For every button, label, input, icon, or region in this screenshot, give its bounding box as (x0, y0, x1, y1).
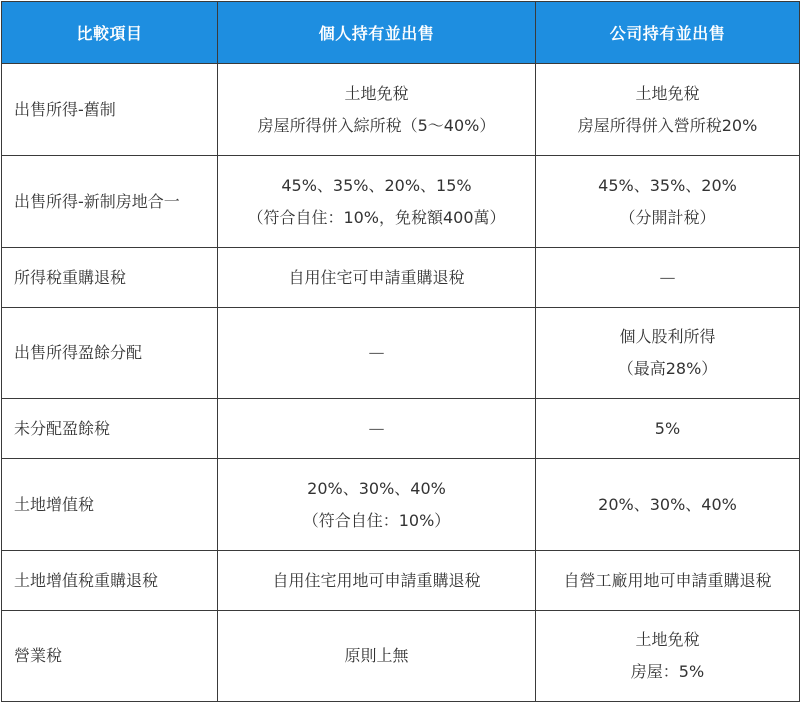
dash-placeholder: — (368, 418, 385, 438)
table-row (2, 611, 800, 702)
header-comparison-item: 比較項目 (2, 2, 218, 64)
cell-line: （最高28%） (617, 359, 718, 378)
row-label: 未分配盈餘稅 (2, 399, 218, 459)
personal-cell (218, 611, 536, 702)
cell-line: 原則上無 (344, 646, 409, 665)
company-cell (536, 64, 800, 156)
personal-cell (218, 459, 536, 551)
cell-line: 房屋所得併入營所稅20% (577, 115, 758, 135)
table-row (2, 248, 800, 308)
cell-line: 土地免稅 (344, 83, 409, 103)
cell-line: 自用住宅用地可申請重購退稅 (272, 570, 481, 590)
personal-cell (218, 399, 536, 459)
cell-line: （符合自住：10%，免稅額400萬） (247, 207, 506, 227)
table-row (2, 399, 800, 459)
header-company-holding: 公司持有並出售 (536, 2, 800, 64)
table-row (2, 459, 800, 551)
table-row (2, 308, 800, 399)
cell-line: 土地免稅 (635, 630, 700, 649)
dash-placeholder: — (368, 343, 385, 362)
row-label: 土地增值稅 (2, 459, 218, 551)
cell-line: 20%、30%、40% (307, 478, 446, 498)
table-row (2, 551, 800, 611)
cell-line: （符合自住：10%） (302, 510, 451, 530)
company-cell (536, 308, 800, 399)
company-cell (536, 248, 800, 308)
row-label: 出售所得盈餘分配 (2, 308, 218, 399)
cell-line: 自用住宅可申請重購退稅 (288, 267, 465, 287)
personal-cell (218, 156, 536, 248)
cell-line: 土地免稅 (635, 83, 700, 103)
dash-placeholder: — (659, 267, 676, 287)
cell-line: 房屋所得併入綜所稅（5～40%） (257, 115, 496, 135)
header-personal-holding: 個人持有並出售 (218, 2, 536, 64)
row-label: 出售所得-新制房地合一 (2, 156, 218, 248)
company-cell (536, 459, 800, 551)
cell-line: 20%、30%、40% (598, 494, 737, 514)
cell-line: 45%、35%、20% (598, 175, 737, 195)
company-cell (536, 399, 800, 459)
personal-cell (218, 248, 536, 308)
header-row (2, 2, 800, 64)
row-label: 所得稅重購退稅 (2, 248, 218, 308)
row-label: 營業稅 (2, 611, 218, 702)
tax-comparison-table (1, 1, 800, 702)
cell-line: 45%、35%、20%、15% (281, 175, 472, 195)
company-cell (536, 156, 800, 248)
personal-cell (218, 551, 536, 611)
cell-line: 5% (654, 418, 681, 438)
personal-cell (218, 64, 536, 156)
cell-line: 房屋：5% (630, 662, 705, 681)
row-label: 出售所得-舊制 (2, 64, 218, 156)
company-cell (536, 611, 800, 702)
company-cell (536, 551, 800, 611)
cell-line: 自營工廠用地可申請重購退稅 (563, 570, 772, 590)
table-row (2, 156, 800, 248)
table-row (2, 64, 800, 156)
comparison-table-container (0, 1, 801, 706)
cell-line: （分開計稅） (619, 207, 716, 227)
cell-line: 個人股利所得 (619, 327, 716, 346)
personal-cell (218, 308, 536, 399)
row-label: 土地增值稅重購退稅 (2, 551, 218, 611)
